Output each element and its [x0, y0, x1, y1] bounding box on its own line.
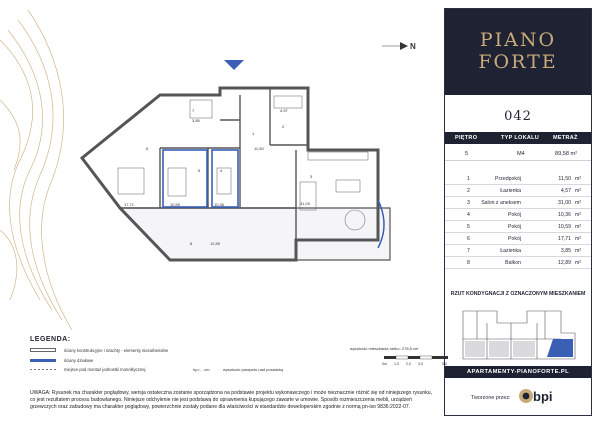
bed-room-6: [118, 168, 144, 194]
sponsor-label: Tworzone przez:: [471, 395, 511, 401]
height-note: wysokość mieszkania netto= 278,5 cm: [350, 346, 419, 351]
room-area-7: 3,85: [192, 118, 200, 123]
room-area-5: 10,59: [170, 202, 181, 207]
header-area: METRAŻ: [553, 135, 578, 141]
svg-text:0m: 0m: [382, 362, 387, 366]
room-4-outline: [212, 150, 238, 207]
table-row: 5 Pokój 10,59 m²: [445, 223, 591, 233]
table-row: 2 Łazienka 4,57 m²: [445, 187, 591, 197]
walls-swatch: [30, 348, 56, 352]
kitchen-island: [336, 180, 360, 192]
room-label-8: 8: [190, 241, 193, 246]
entrance-marker-icon: [224, 60, 244, 70]
room-area-2: 4,57: [280, 108, 288, 113]
room-label-7: 7: [192, 108, 195, 113]
room-5-outline: [163, 150, 207, 207]
legend-partitions: ściany działowe: [30, 356, 93, 364]
floor-plan: [60, 40, 420, 290]
level-plan-thumbnail: [457, 303, 581, 363]
unit-number: 042: [504, 109, 532, 124]
legend-monolithic: miejsce pod montaż jednostki monolitycznej: [30, 365, 145, 373]
room-label-2: 2: [282, 124, 285, 129]
room-area-1: 11,50: [254, 146, 264, 151]
room-area-6: 17,71: [124, 202, 135, 207]
room-label-6: 6: [146, 146, 149, 151]
brand-header: [445, 9, 591, 95]
room-label-3: 3: [310, 174, 313, 179]
table-header: [445, 132, 591, 144]
table-row: 7 Łazienka 3,85 m²: [445, 247, 591, 257]
legend: [30, 336, 447, 386]
table-row: 1 Przedpokój 11,50 m²: [445, 175, 591, 185]
room-area-8: 12,89: [210, 241, 221, 246]
table-row: 8 Balkon 12,89 m²: [445, 259, 591, 269]
room-label-5: 5: [198, 168, 201, 173]
bed-room-5: [168, 168, 186, 196]
svg-text:N: N: [410, 42, 416, 51]
info-panel: [444, 8, 592, 416]
room-area-4: 10,36: [214, 202, 225, 207]
header-floor: PIĘTRO: [455, 135, 478, 141]
bpi-logo-text: bpi: [533, 389, 553, 404]
table-row: 6 Pokój 17,71 m²: [445, 235, 591, 245]
header-type: TYP LOKALU: [501, 135, 540, 141]
svg-text:3,0: 3,0: [418, 362, 423, 366]
room-label-1: 1: [252, 131, 255, 136]
summary-area: 89,58 m²: [555, 151, 578, 157]
north-arrow-icon: [380, 36, 420, 56]
summary-type: M4: [517, 151, 525, 157]
table-row: 4 Pokój 10,36 m²: [445, 211, 591, 221]
scale-bar: [382, 354, 452, 368]
table-row: 3 Salon z aneksem 31,00 m²: [445, 199, 591, 209]
room-label-4: 4: [220, 168, 223, 173]
partitions-swatch: [30, 359, 56, 362]
level-caption: RZUT KONDYGNACJI Z OZNACZONYM MIESZKANIEM: [450, 291, 586, 297]
disclaimer-text: UWAGA: Rysunek ma charakter poglądowy, wersja ostateczna zostanie sporządzona na podstawie projektu wykonawczego i może nieznacznie różnić się od niniejszego rysunku, co jest rezultatem procesu budowlanego. Niniejsze odchylenie nie jest podstawą do uprawnienia kupującego zawarte w umowie. Sposób rozmieszczenia mebli, urządzeń grzewczych oraz zabudowy ma charakter poglądowy, powierzchnie zostały podane dla właściwości w standardzie deweloperskim zgodnie z normą pn-iso 9836:2022-07.: [30, 390, 433, 410]
parapet-symbol: hp=... cm: [193, 367, 210, 372]
brand-logo-line2: FORTE: [478, 51, 558, 73]
legend-title: LEGENDA:: [30, 336, 71, 343]
legend-walls: ściany konstrukcyjne i szachty - elementy niezarbeiralne: [30, 346, 168, 354]
bathtub: [274, 96, 302, 108]
parapet-description: wysokość parapetu nad posadzką: [223, 367, 284, 372]
highlighted-unit: [547, 339, 573, 357]
monolithic-swatch: [30, 369, 56, 370]
brand-logo-line1: PIANO: [479, 29, 557, 51]
website-link[interactable]: APARTAMENTY-PIANOFORTE.PL: [445, 366, 591, 378]
summary-row: [445, 149, 591, 161]
svg-text:5,0: 5,0: [442, 362, 447, 366]
svg-text:2,0: 2,0: [406, 362, 411, 366]
room-area-3: 31,00: [300, 201, 311, 206]
svg-text:1,0: 1,0: [394, 362, 399, 366]
kitchen-counter: [308, 152, 368, 160]
summary-floor: 5: [465, 151, 469, 157]
